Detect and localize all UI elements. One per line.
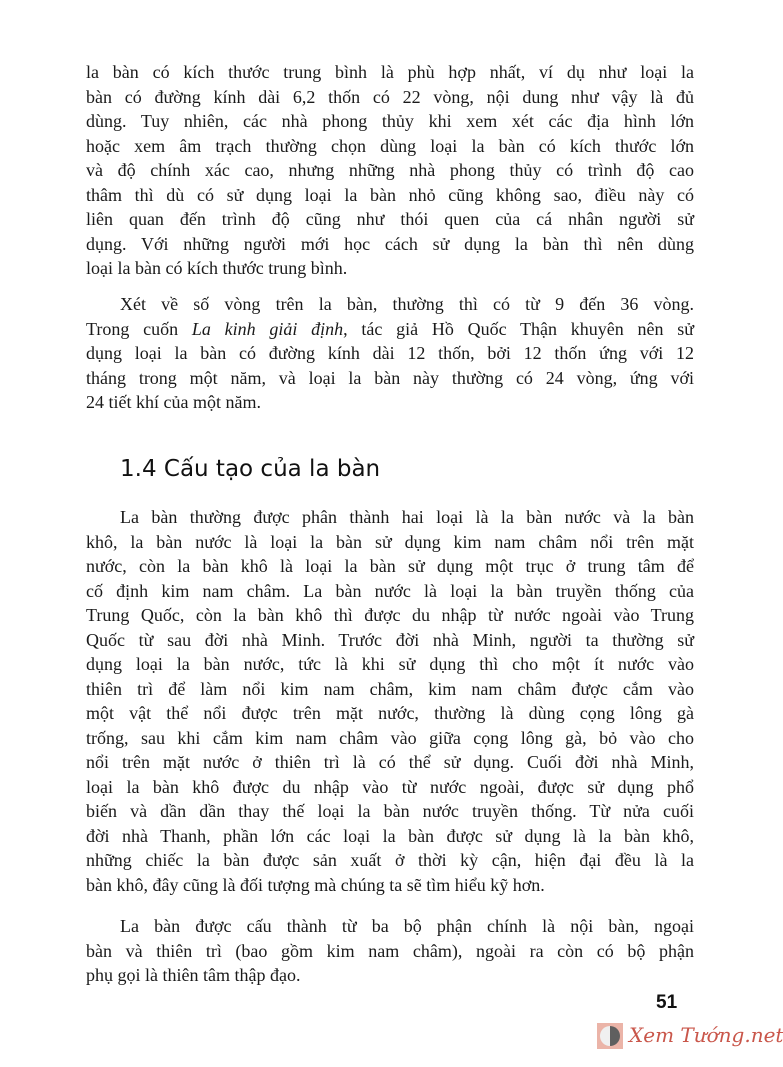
text-line: biến và dần dần thay thế loại la bàn nước truyền thống. Từ nửa cuối (86, 801, 694, 821)
text-span: , tác giả Hồ Quốc Thận khuyên nên sử (343, 318, 694, 339)
text-line: nổi trên mặt nước ở thiên trì là có thể sử dụng. Cuối đời nhà Minh, (86, 752, 694, 772)
text-line: La bàn thường được phân thành hai loại là la bàn nước và la bàn (120, 507, 694, 527)
text-line: dụng loại la bàn có đường kính dài 12 thốn, bởi 12 thốn ứng với 12 (86, 343, 694, 363)
text-line: khô, la bàn nước là loại la bàn sử dụng kim nam châm nổi trên mặt (86, 531, 694, 552)
text-line: loại la bàn khô được du nhập vào từ nước ngoài, được sử dụng phổ (86, 776, 694, 797)
text-line (86, 317, 694, 341)
section-heading: 1.4 Cấu tạo của la bàn (120, 456, 381, 482)
book-title: La kinh giải định (191, 318, 344, 339)
text-line: nước, còn la bàn khô là loại la bàn sử dụng một trục ở trung tâm để (86, 556, 694, 576)
text-line: thiên trì để làm nổi kim nam châm, kim nam châm được cắm vào (86, 678, 694, 699)
text-line: dụng. Với những người mới học cách sử dụng la bàn thì nên dùng (86, 233, 694, 254)
text-line: đời nhà Thanh, phần lớn các loại la bàn được sử dụng là la bàn khô, (86, 825, 694, 846)
text-line: thâm thì dù có sử dụng loại la bàn nhỏ cũng không sao, điều này có (86, 184, 694, 205)
text-line: tháng trong một năm, và loại la bàn này thường có 24 vòng, ứng với (86, 367, 694, 388)
text-line: dùng. Tuy nhiên, các nhà phong thủy khi xem xét các địa hình lớn (86, 111, 694, 131)
text-line: bàn và thiên trì (bao gồm kim nam châm), ngoài ra còn có bộ phận (86, 940, 694, 961)
text-line: 24 tiết khí của một năm. (86, 392, 261, 412)
text-line: trống, sau khi cắm kim nam châm vào giữa cọng lông gà, bỏ vào cho (86, 727, 694, 748)
text-line: bàn có đường kính dài 6,2 thốn có 22 vòng, nội dung như vậy là đủ (86, 86, 694, 107)
text-line: hoặc xem âm trạch thường chọn dùng loại la bàn có kích thước lớn (86, 135, 694, 156)
text-line: và độ chính xác cao, nhưng những nhà phong thủy có trình độ cao (86, 160, 694, 180)
text-line: bàn khô, đây cũng là đối tượng mà chúng ta sẽ tìm hiểu kỹ hơn. (86, 874, 545, 895)
page-number: 51 (656, 992, 678, 1013)
text-line: La bàn được cấu thành từ ba bộ phận chính là nội bàn, ngoại (120, 916, 694, 936)
yin-yang-icon (600, 1026, 620, 1046)
text-line: liên quan đến trình độ cũng như thói quen của cá nhân người sử (86, 209, 694, 229)
text-line: dụng loại la bàn nước, tức là khi sử dụng thì cho một ít nước vào (86, 654, 694, 674)
text-line: loại la bàn có kích thước trung bình. (86, 258, 348, 278)
text-line: Trung Quốc, còn la bàn khô thì được du nhập từ nước ngoài vào Trung (86, 605, 694, 625)
watermark-logo (597, 1023, 623, 1049)
text-line: Xét về số vòng trên la bàn, thường thì có từ 9 đến 36 vòng. (120, 294, 694, 314)
text-line: phụ gọi là thiên tâm thập đạo. (86, 965, 301, 985)
watermark-text: Xem Tướng.net (629, 1023, 783, 1047)
text-span: Trong cuốn (86, 318, 192, 339)
text-line: cố định kim nam châm. La bàn nước là loại la bàn truyền thống của (86, 580, 694, 601)
text-line: la bàn có kích thước trung bình là phù hợp nhất, ví dụ như loại la (86, 62, 694, 82)
watermark (597, 1020, 783, 1060)
text-line: Quốc từ sau đời nhà Minh. Trước đời nhà Minh, người ta thường sử (86, 629, 694, 650)
text-line: những chiếc la bàn được sản xuất ở thời kỳ cận, hiện đại đều là la (86, 850, 694, 870)
text-line: một vật thể nổi được trên mặt nước, thường là dùng cọng lông gà (86, 703, 694, 723)
